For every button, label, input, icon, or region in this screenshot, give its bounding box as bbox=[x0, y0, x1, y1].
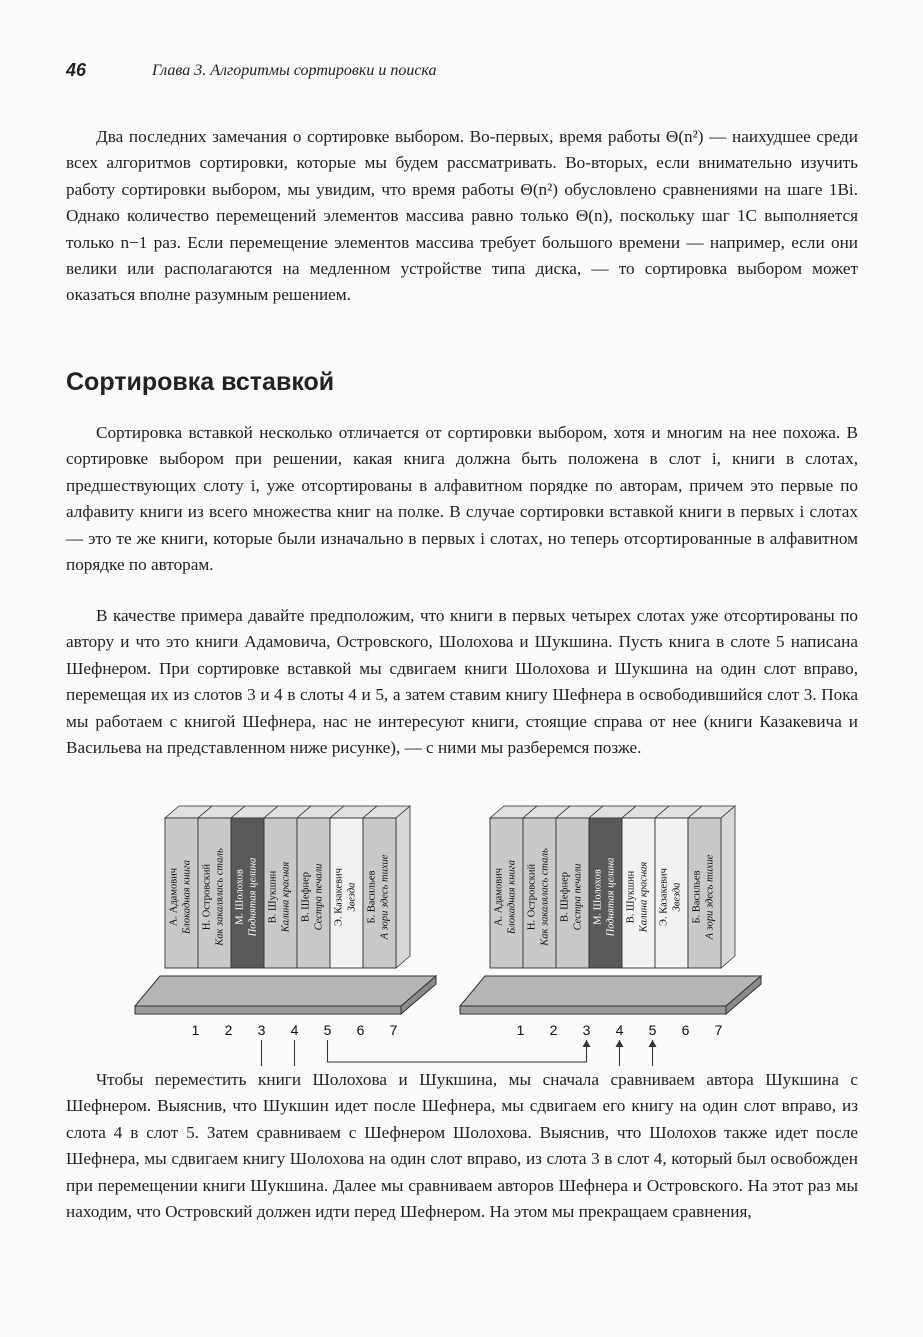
slot-label: 6 bbox=[681, 1022, 690, 1038]
book-author: Э. Казакевич bbox=[658, 868, 670, 926]
book-title: Как закалялась сталь bbox=[539, 848, 551, 946]
slot-label: 1 bbox=[516, 1022, 525, 1038]
running-head: Глава 3. Алгоритмы сортировки и поиска bbox=[152, 62, 437, 79]
arrow-sholokhov-head bbox=[616, 1040, 624, 1047]
arrow-shefner-head bbox=[583, 1040, 591, 1047]
slot-label: 2 bbox=[549, 1022, 558, 1038]
section-title: Сортировка вставкой bbox=[66, 368, 335, 396]
book-title: Поднятая целина bbox=[247, 857, 259, 937]
book-title: Сестра печали bbox=[313, 863, 325, 931]
slot-label: 6 bbox=[356, 1022, 365, 1038]
book-title: Поднятая целина bbox=[605, 857, 617, 937]
paragraph-moving-books bbox=[66, 1067, 858, 1225]
book-author: А. Адамович bbox=[168, 867, 180, 927]
book-title: Блокадная книга bbox=[506, 859, 518, 935]
page-number: 46 bbox=[66, 60, 87, 80]
slot-label: 2 bbox=[224, 1022, 233, 1038]
slot-label: 7 bbox=[714, 1022, 723, 1038]
book-author: М. Шолохов bbox=[592, 869, 604, 925]
arrow-shukshin-head bbox=[649, 1040, 657, 1047]
book-author: Э. Казакевич bbox=[333, 868, 345, 926]
book-title: Сестра печали bbox=[572, 863, 584, 931]
book-title: Калина красная bbox=[280, 861, 292, 933]
slot-label: 4 bbox=[290, 1022, 299, 1038]
book-author: Н. Островский bbox=[201, 863, 213, 931]
book-title: Блокадная книга bbox=[181, 859, 193, 935]
paragraph-selection-sort-remarks bbox=[66, 124, 858, 309]
book-author: В. Шукшин bbox=[625, 870, 637, 924]
book-author: М. Шолохов bbox=[234, 869, 246, 925]
book-author: Н. Островский bbox=[526, 863, 538, 931]
book-title: Звезда bbox=[346, 882, 358, 912]
paragraph-text: Чтобы переместить книги Шолохова и Шукшина, мы сначала сравниваем автора Шукшина с Шефнером. Выяснив, что Шукшин идет после Шефнера, мы сдвигаем его книгу на один слот вправо, из слота 4 в слот 5. Затем сравниваем с Шефнером Шолохова. Выяснив, что Шолохов также идет после Шефнера, мы сдвигаем книгу Шолохова на один слот вправо, из слота 3 в слот 4, который был освобожден при перемещении книги Шукшина. Далее мы сравниваем авторов Шефнера и Островского. На этот раз мы находим, что Островский должен идти перед Шефнером. На этом мы прекращаем сравнения, bbox=[66, 1070, 858, 1222]
shelf-front bbox=[460, 1006, 726, 1014]
slot-label: 5 bbox=[323, 1022, 332, 1038]
paragraph-text: В качестве примера давайте предположим, что книги в первых четырех слотах уже отсортированы по автору и что это книги Адамовича, Островского, Шолохова и Шукшина. Пусть книга в слоте 5 написана Шефнером. При сортировке вставкой мы сдвигаем книги Шолохова и Шукшина на один слот вправо, перемещая их из слотов 3 и 4 в слоты 4 и 5, а затем ставим книгу Шефнера в освободившийся слот 3. Пока мы работаем с книгой Шефнера, нас не интересуют книги, стоящие справа от нее (книги Казакевича и Васильева на представленном ниже рисунке), — с ними мы разберемся позже. bbox=[66, 606, 858, 758]
right-group bbox=[460, 806, 761, 1038]
book-title: А зори здесь тихие bbox=[379, 854, 391, 940]
arrow-shefner bbox=[328, 1040, 587, 1062]
book-side bbox=[721, 806, 735, 968]
left-group bbox=[135, 806, 436, 1038]
slot-label: 5 bbox=[648, 1022, 657, 1038]
book-author: А. Адамович bbox=[493, 867, 505, 927]
book-author: Б. Васильев bbox=[691, 870, 703, 924]
book-title: А зори здесь тихие bbox=[704, 854, 716, 940]
shelf-top bbox=[460, 976, 761, 1006]
book-side bbox=[396, 806, 410, 968]
slot-label: 3 bbox=[582, 1022, 591, 1038]
slot-label: 4 bbox=[615, 1022, 624, 1038]
slot-label: 1 bbox=[191, 1022, 200, 1038]
shelf-front bbox=[135, 1006, 401, 1014]
bookshelf-figure bbox=[130, 796, 805, 1066]
book-title: Звезда bbox=[671, 882, 683, 912]
book-title: Как закалялась сталь bbox=[214, 848, 226, 946]
paragraph-insertion-intro bbox=[66, 420, 858, 578]
paragraph-text: Сортировка вставкой несколько отличается от сортировки выбором, хотя и многим на нее похожа. В сортировке выбором при решении, какая книга должна быть положена в слот i, книги в слотах, предшествующих слоту i, уже отсортированы в алфавитном порядке по авторам, причем это первые по алфавиту книги из всего множества книг на полке. В случае сортировки вставкой книги в первых i слотах — это те же книги, которые были изначально в первых i слотах, но теперь отсортированные в алфавитном порядке по авторам. bbox=[66, 423, 858, 575]
slot-label: 3 bbox=[257, 1022, 266, 1038]
paragraph-example bbox=[66, 603, 858, 761]
book-author: В. Шукшин bbox=[267, 870, 279, 924]
shelf-top bbox=[135, 976, 436, 1006]
book-author: В. Шефнер bbox=[300, 872, 312, 922]
book-author: В. Шефнер bbox=[559, 872, 571, 922]
book-title: Калина красная bbox=[638, 861, 650, 933]
slot-label: 7 bbox=[389, 1022, 398, 1038]
book-author: Б. Васильев bbox=[366, 870, 378, 924]
page-header bbox=[66, 60, 866, 86]
paragraph-text: Два последних замечания о сортировке выбором. Во-первых, время работы Θ(n²) — наихудшее среди всех алгоритмов сортировки, которые мы будем рассматривать. Во-вторых, если внимательно изучить работу сортировки выбором, мы увидим, что время работы Θ(n²) обусловлено сравнениями на шаге 1Bi. Однако количество перемещений элементов массива равно только Θ(n), поскольку шаг 1C выполняется только n−1 раз. Если перемещение элементов массива требует большого времени — например, если они велики или располагаются на медленном устройстве типа диска, — то сортировка выбором может оказаться вполне разумным решением. bbox=[66, 127, 858, 305]
